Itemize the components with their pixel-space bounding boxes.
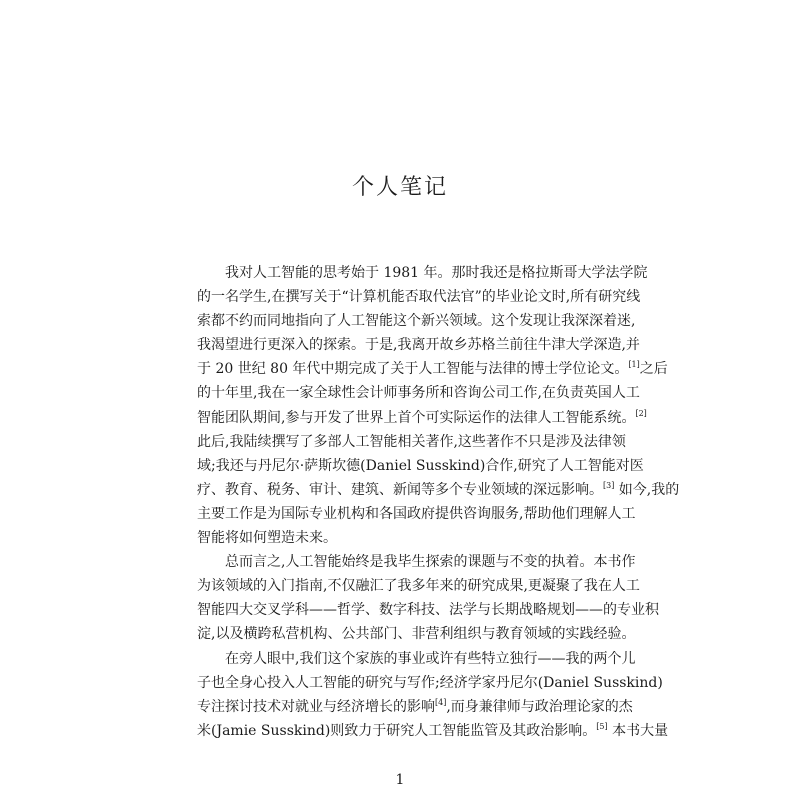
line-text: 智能将如何塑造未来。 <box>197 530 337 547</box>
line-text: 此后,我陆续撰写了多部人工智能相关著作,这些著作不只是涉及法律领 <box>197 433 626 450</box>
paragraph <box>197 550 659 646</box>
page-title: 个人笔记 <box>351 175 448 200</box>
text-line <box>197 261 648 285</box>
paragraph <box>197 647 669 743</box>
text-line <box>197 381 640 405</box>
text-line <box>197 574 640 598</box>
text-line <box>197 430 626 454</box>
line-text: 索都不约而同地指向了人工智能这个新兴领域。这个发现让我深深着迷, <box>197 313 636 330</box>
line-text: 的一名学生,在撰写关于“计算机能否取代法官”的毕业论文时,所有研究线 <box>197 289 641 306</box>
line-text: 的十年里,我在一家全球性会计师事务所和咨询公司工作,在负责英国人工 <box>197 385 640 402</box>
footnote-ref[interactable]: [5] <box>596 721 608 731</box>
line-text: 专注探讨技术对就业与经济增长的影响 <box>197 698 435 715</box>
line-text: 米(Jamie Susskind)则致力于研究人工智能监管及其政治影响。 <box>197 722 597 739</box>
footnote-ref[interactable]: [1] <box>628 360 640 370</box>
text-line <box>197 695 633 719</box>
line-text: 于 20 世纪 80 年代中期完成了关于人工智能与法律的博士学位论文。 <box>197 361 629 378</box>
line-text: 主要工作是为国际专业机构和各国政府提供咨询服务,帮助他们理解人工 <box>197 505 636 522</box>
text-line <box>197 333 640 357</box>
line-text: 之后 <box>639 361 668 378</box>
line-text: 我对人工智能的思考始于 1981 年。那时我还是格拉斯哥大学法学院 <box>225 265 648 281</box>
line-text: 疗、教育、税务、审计、建筑、新闻等多个专业领域的深远影响。 <box>197 481 603 498</box>
line-text: 总而言之,人工智能始终是我毕生探索的课题与不变的执着。本书作 <box>225 554 636 571</box>
text-line <box>197 285 641 309</box>
line-text: 如今,我的 <box>614 481 680 498</box>
footnote-ref[interactable]: [4] <box>435 697 447 707</box>
text-line <box>197 309 636 333</box>
line-text: 我渴望进行更深入的探索。于是,我离开故乡苏格兰前往牛津大学深造,并 <box>197 337 640 354</box>
line-text: 子也全身心投入人工智能的研究与写作;经济学家丹尼尔(Daniel Susskind) <box>197 674 663 691</box>
paragraph <box>197 261 680 550</box>
text-line <box>197 671 663 695</box>
footnote-ref[interactable]: [2] <box>635 408 647 418</box>
text-line <box>197 719 669 743</box>
line-text: 智能四大交叉学科——哲学、数字科技、法学与长期战略规划——的专业积 <box>197 602 659 619</box>
text-line <box>197 598 659 622</box>
text-line <box>197 502 636 526</box>
line-text: 淀,以及横跨私营机构、公共部门、非营利组织与教育领域的实践经验。 <box>197 626 636 643</box>
text-line <box>197 526 599 550</box>
footnote-ref[interactable]: [3] <box>603 480 615 490</box>
text-line <box>197 454 644 478</box>
line-text: ,而身兼律师与政治理论家的杰 <box>446 698 633 715</box>
page-number: 1 <box>395 772 405 788</box>
line-text: 在旁人眼中,我们这个家族的事业或许有些特立独行——我的两个儿 <box>225 650 636 667</box>
body-text <box>197 261 680 743</box>
text-line <box>197 406 647 430</box>
line-text: 智能团队期间,参与开发了世界上首个可实际运作的法律人工智能系统。 <box>197 409 636 426</box>
text-line <box>197 647 636 671</box>
line-text: 域;我还与丹尼尔·萨斯坎德(Daniel Susskind)合作,研究了人工智能对医 <box>197 457 644 474</box>
text-line <box>197 622 636 646</box>
line-text: 为该领域的入门指南,不仅融汇了我多年来的研究成果,更凝聚了我在人工 <box>197 578 640 595</box>
text-line <box>197 357 668 381</box>
text-line <box>197 478 680 502</box>
line-text: 本书大量 <box>607 722 669 739</box>
text-line <box>197 550 636 574</box>
